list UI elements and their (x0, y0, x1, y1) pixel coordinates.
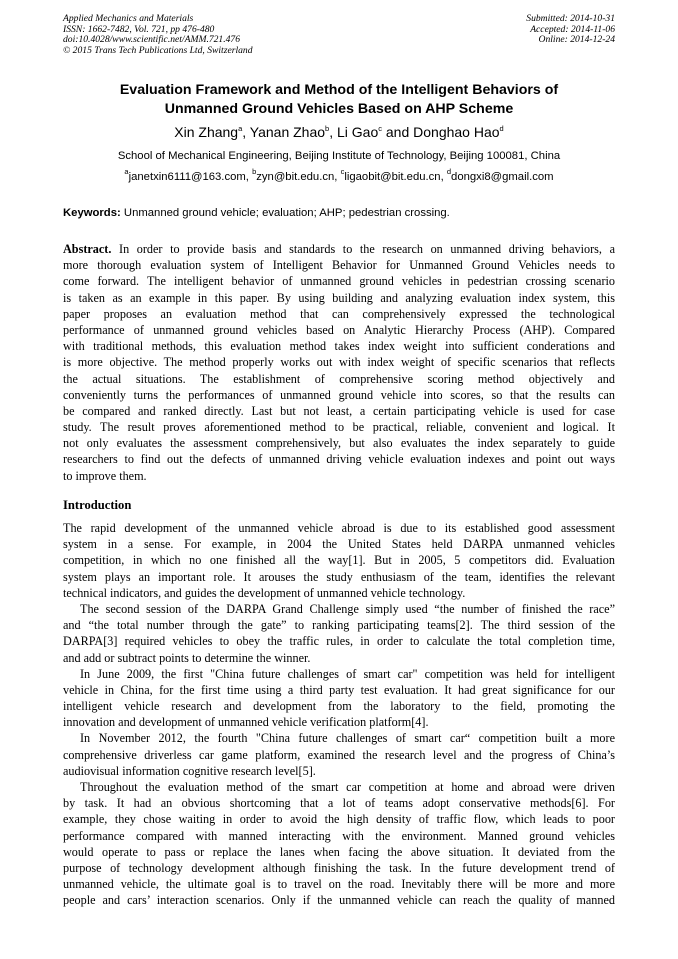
author-name: Xin Zhang (174, 124, 239, 140)
email-address: dongxi8@gmail.com (451, 171, 554, 183)
author-sup: c (378, 124, 382, 133)
email-sup: c (340, 167, 345, 176)
date-online: Online: 2014-12-24 (538, 34, 615, 46)
introduction-line: unmanned vehicle, the ultimate goal is to travel on the road. Inevitably there will be more and more (63, 877, 615, 892)
email-address: janetxin6111@163.com (128, 171, 246, 183)
journal-header (63, 14, 383, 56)
introduction-line: In June 2009, the first "China future challenges of smart car" competition was held for intelligent (80, 666, 615, 681)
introduction-line: system in a sense. For example, in 2004 the United States held DARPA unmanned vehicles (63, 537, 615, 552)
dates-header (415, 14, 615, 46)
author-sup: b (325, 124, 330, 133)
abstract-line: paper proposes an evaluation method that can comprehensively expressed the technological (63, 306, 615, 321)
introduction-line: The second session of the DARPA Grand Challenge simply used “the number of finished the race” (80, 601, 615, 616)
journal-name: Applied Mechanics and Materials (63, 13, 194, 24)
keywords-text: Unmanned ground vehicle; evaluation; AHP; pedestrian crossing. (120, 207, 450, 219)
introduction-line: performance compared with manned interacting with the environment. Manned ground vehicles (63, 828, 615, 843)
introduction-line: competition, in which no one finished all the way[1]. But in 2005, 5 competitors did. Evaluation (63, 553, 615, 568)
introduction-line: system plays an important role. It arouses the study enthusiasm of the team, identifies the relevant (63, 569, 615, 584)
abstract-label: Abstract. (63, 242, 112, 256)
author-separator: , (242, 124, 250, 140)
email-list (63, 167, 615, 184)
introduction-line: by task. It had an obvious shortcoming that a lot of teams adopt conservative methods[6]. For (63, 796, 615, 811)
abstract-line (63, 241, 615, 257)
introduction-line: intelligent vehicle research and development from the laboratory to the field, promoting the (63, 699, 615, 714)
abstract-line: be compared and ranked directly. Last but not least, a certain participating vehicle is used for case (63, 403, 615, 418)
email-separator: , (440, 171, 447, 183)
email-sup: b (252, 167, 257, 176)
email-separator: , (334, 171, 341, 183)
abstract-line: to improve them. (63, 468, 147, 483)
introduction-line: The rapid development of the unmanned vehicle abroad is due to its established good assessment (63, 521, 615, 535)
email-separator: , (245, 171, 253, 183)
introduction-line: example, they chose waiting in order to avoid the high density of traffic flow, which leads to poor (63, 812, 615, 827)
introduction-line: purpose of technology development although finishing the task. In the future development trend of (63, 860, 615, 875)
section-heading-introduction: Introduction (63, 498, 132, 512)
abstract (63, 241, 615, 484)
introduction-line: vehicle in China, for the first time using a third party test evaluation. It had great significance for our (63, 682, 615, 697)
abstract-line: conveniently turns the performances of unmanned ground vehicle into scores, so that the results can (63, 387, 615, 402)
author-name: Yanan Zhao (249, 124, 326, 140)
introduction-line: DARPA[3] required vehicles to obey the traffic rules, in order to calculate the total completion time, (63, 634, 615, 649)
email-address: zyn@bit.edu.cn (256, 171, 335, 183)
journal-issn: ISSN: 1662-7482, Vol. 721, pp 476-480 (63, 23, 215, 35)
abstract-line: study. The result proves aforementioned method to be practical, reliable, convenient and logical. It (63, 420, 615, 435)
author-separator: and (382, 124, 414, 140)
journal-doi: doi:10.4028/www.scientific.net/AMM.721.476 (63, 34, 241, 46)
paper-title (63, 81, 615, 118)
author-sup: a (238, 124, 243, 133)
introduction-line: In November 2012, the fourth "China future challenges of smart car“ competition built a more (80, 731, 615, 746)
introduction-line: and “the total number through the gate” to ranking participating teams[2]. The third session of the (63, 618, 615, 633)
email-sup: a (124, 167, 129, 176)
introduction-line: technical indicators, and guides the development of unmanned vehicle technology. (63, 585, 466, 600)
keywords-label: Keywords: (63, 207, 121, 219)
abstract-line: more thorough evaluation system of Intelligent Behavior for Unmanned Ground Vehicles needs to (63, 258, 615, 273)
abstract-line: is more objective. The method properly works out with index weight of specific scenarios that reflects (63, 355, 615, 370)
keywords (63, 206, 615, 220)
email-address: ligaobit@bit.edu.cn (344, 171, 441, 183)
introduction-line: audiovisual information cognitive research level[5]. (63, 763, 316, 778)
title-line-2: Unmanned Ground Vehicles Based on AHP Scheme (164, 100, 514, 117)
date-submitted: Submitted: 2014-10-31 (526, 13, 615, 24)
email-sup: d (446, 167, 452, 176)
abstract-line: performance of unmanned ground vehicles based on Analytic Hierarchy Process (AHP). Compared (63, 322, 615, 337)
abstract-line: with traditional methods, this evaluation method takes index weight into sufficient conderations and (63, 339, 615, 354)
introduction-line: people and cars’ interaction scenarios. Only if the unmanned vehicle can reach the quality of manned (63, 893, 615, 908)
abstract-line: not only evaluates the assessment comprehensively, but also evaluates the index separately to guide (63, 436, 615, 451)
introduction-body (63, 520, 615, 909)
author-list (63, 124, 615, 141)
author-sup: d (499, 124, 504, 133)
author-separator: , (329, 124, 337, 140)
abstract-line: researchers to find out the defects of unmanned driving vehicle evaluation indexes and point out ways (63, 452, 615, 467)
author-name: Li Gao (337, 124, 379, 140)
abstract-line: is taken as an example in this paper. By using building and analyzing evaluation index system, this (63, 290, 615, 305)
affiliation: School of Mechanical Engineering, Beijing Institute of Technology, Beijing 100081, China (117, 150, 561, 162)
introduction-line: would operate to pass or replace the lanes when facing the above situation. It deviated from the (63, 844, 615, 859)
author-name: Donghao Hao (413, 124, 500, 140)
introduction-line: comprehensive driverless car game platform, examined the research level and the progress of China’s (63, 747, 615, 762)
introduction-line: and add or subtract points to determine the winner. (63, 650, 311, 665)
introduction-line: Throughout the evaluation method of the smart car competition at home and abroad were driven (80, 780, 615, 794)
date-accepted: Accepted: 2014-11-06 (530, 23, 615, 35)
journal-copyright: © 2015 Trans Tech Publications Ltd, Switzerland (63, 44, 253, 56)
abstract-line: the actual situations. The establishment of comprehensive scoring method objectively and (63, 371, 615, 386)
abstract-line: come forward. The intelligent behavior of unmanned ground vehicles in pedestrian crossing scenario (63, 274, 615, 289)
abstract-line-text: In order to provide basis and standards to the research on unmanned driving behaviors, a (111, 242, 615, 256)
title-line-1: Evaluation Framework and Method of the Intelligent Behaviors of (119, 82, 559, 98)
introduction-line: innovation and development of unmanned vehicle verification platform[4]. (63, 715, 429, 730)
